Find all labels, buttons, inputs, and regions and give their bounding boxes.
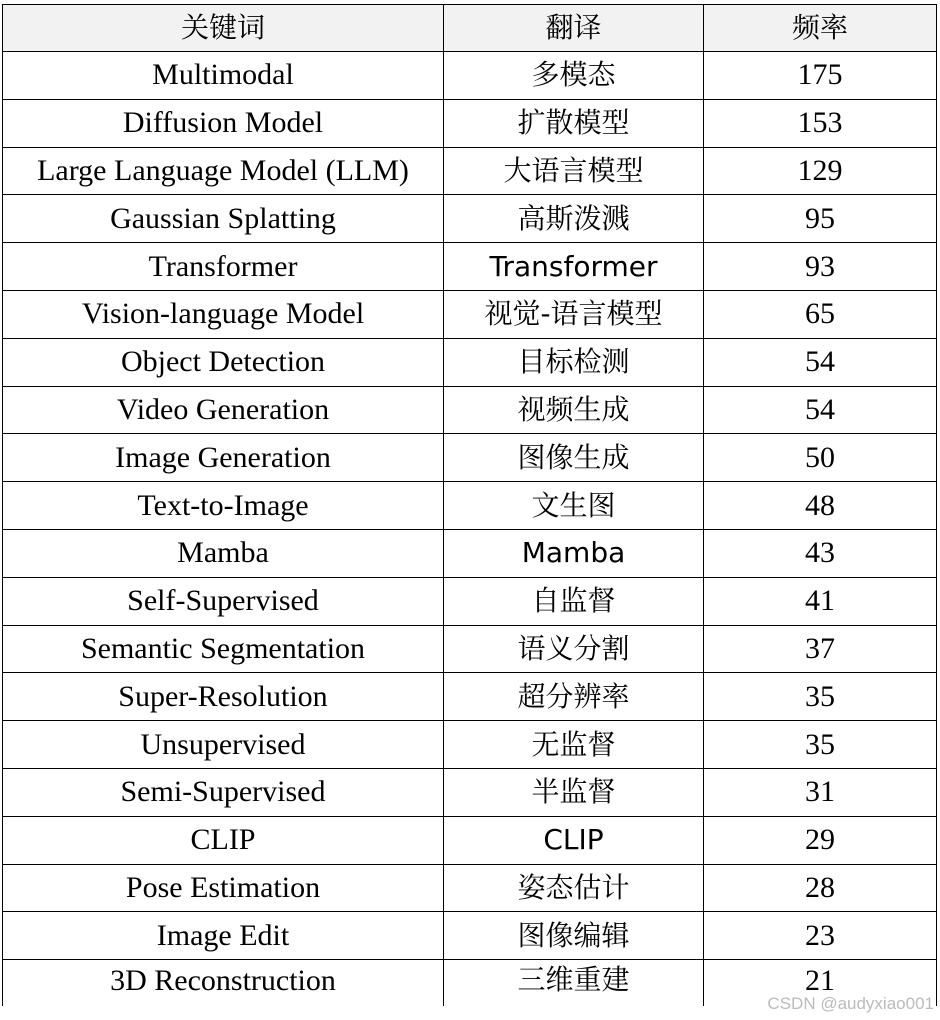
translation-cell: 超分辨率 [444, 673, 704, 721]
keyword-cell: Mamba [3, 529, 444, 577]
table-row [3, 195, 937, 243]
translation-cell: 视觉-语言模型 [444, 290, 704, 338]
header-translation: 翻译 [444, 5, 704, 52]
table-row [3, 625, 937, 673]
keyword-cell: Diffusion Model [3, 99, 444, 147]
frequency-cell: 65 [704, 290, 937, 338]
frequency-cell: 129 [704, 147, 937, 195]
keyword-cell: CLIP [3, 816, 444, 864]
translation-cell: 图像编辑 [444, 912, 704, 960]
table-row [3, 768, 937, 816]
header-frequency: 频率 [704, 5, 937, 52]
frequency-cell: 48 [704, 482, 937, 530]
translation-cell: 无监督 [444, 721, 704, 769]
translation-cell: 语义分割 [444, 625, 704, 673]
keyword-cell: Self-Supervised [3, 577, 444, 625]
table-row [3, 386, 937, 434]
frequency-cell: 35 [704, 721, 937, 769]
frequency-cell: 93 [704, 243, 937, 291]
keyword-cell: Transformer [3, 243, 444, 291]
keyword-cell: Semi-Supervised [3, 768, 444, 816]
frequency-cell: 37 [704, 625, 937, 673]
frequency-cell: 29 [704, 816, 937, 864]
table-row [3, 673, 937, 721]
table-row [3, 721, 937, 769]
translation-cell: 多模态 [444, 52, 704, 100]
frequency-cell: 153 [704, 99, 937, 147]
table-row [3, 99, 937, 147]
keyword-cell: Text-to-Image [3, 482, 444, 530]
table-row [3, 816, 937, 864]
watermark: CSDN @audyxiao001 [767, 994, 934, 1013]
translation-cell: 视频生成 [444, 386, 704, 434]
table-row [3, 290, 937, 338]
keyword-cell: Pose Estimation [3, 864, 444, 912]
translation-cell: CLIP [444, 816, 704, 864]
frequency-cell: 175 [704, 52, 937, 100]
translation-cell: 三维重建 [444, 960, 704, 1007]
translation-cell: 高斯泼溅 [444, 195, 704, 243]
table-header [3, 5, 937, 52]
frequency-cell: 35 [704, 673, 937, 721]
table-row [3, 147, 937, 195]
header-row [3, 5, 937, 52]
table-row [3, 338, 937, 386]
translation-cell: Mamba [444, 529, 704, 577]
keyword-cell: Unsupervised [3, 721, 444, 769]
table-row [3, 529, 937, 577]
table-row [3, 482, 937, 530]
translation-cell: 大语言模型 [444, 147, 704, 195]
table-body [3, 52, 937, 1007]
keyword-cell: Large Language Model (LLM) [3, 147, 444, 195]
frequency-cell: 50 [704, 434, 937, 482]
translation-cell: 自监督 [444, 577, 704, 625]
keyword-cell: Multimodal [3, 52, 444, 100]
keyword-cell: Super-Resolution [3, 673, 444, 721]
keyword-cell: Object Detection [3, 338, 444, 386]
frequency-cell: 23 [704, 912, 937, 960]
keyword-cell: 3D Reconstruction [3, 960, 444, 1007]
keyword-frequency-table [2, 4, 937, 1006]
table-row [3, 52, 937, 100]
translation-cell: 半监督 [444, 768, 704, 816]
frequency-cell: 43 [704, 529, 937, 577]
translation-cell: 文生图 [444, 482, 704, 530]
frequency-cell: 21 [704, 960, 937, 1007]
keyword-cell: Vision-language Model [3, 290, 444, 338]
keyword-cell: Video Generation [3, 386, 444, 434]
table-row [3, 243, 937, 291]
translation-cell: 图像生成 [444, 434, 704, 482]
frequency-cell: 41 [704, 577, 937, 625]
frequency-cell: 54 [704, 338, 937, 386]
table-row [3, 434, 937, 482]
translation-cell: 扩散模型 [444, 99, 704, 147]
keyword-cell: Semantic Segmentation [3, 625, 444, 673]
keyword-cell: Image Edit [3, 912, 444, 960]
table-row [3, 864, 937, 912]
frequency-cell: 95 [704, 195, 937, 243]
table-row [3, 912, 937, 960]
translation-cell: 姿态估计 [444, 864, 704, 912]
translation-cell: Transformer [444, 243, 704, 291]
keyword-cell: Gaussian Splatting [3, 195, 444, 243]
header-keyword: 关键词 [3, 5, 444, 52]
translation-cell: 目标检测 [444, 338, 704, 386]
frequency-cell: 28 [704, 864, 937, 912]
frequency-cell: 31 [704, 768, 937, 816]
keyword-cell: Image Generation [3, 434, 444, 482]
frequency-cell: 54 [704, 386, 937, 434]
table-row [3, 577, 937, 625]
